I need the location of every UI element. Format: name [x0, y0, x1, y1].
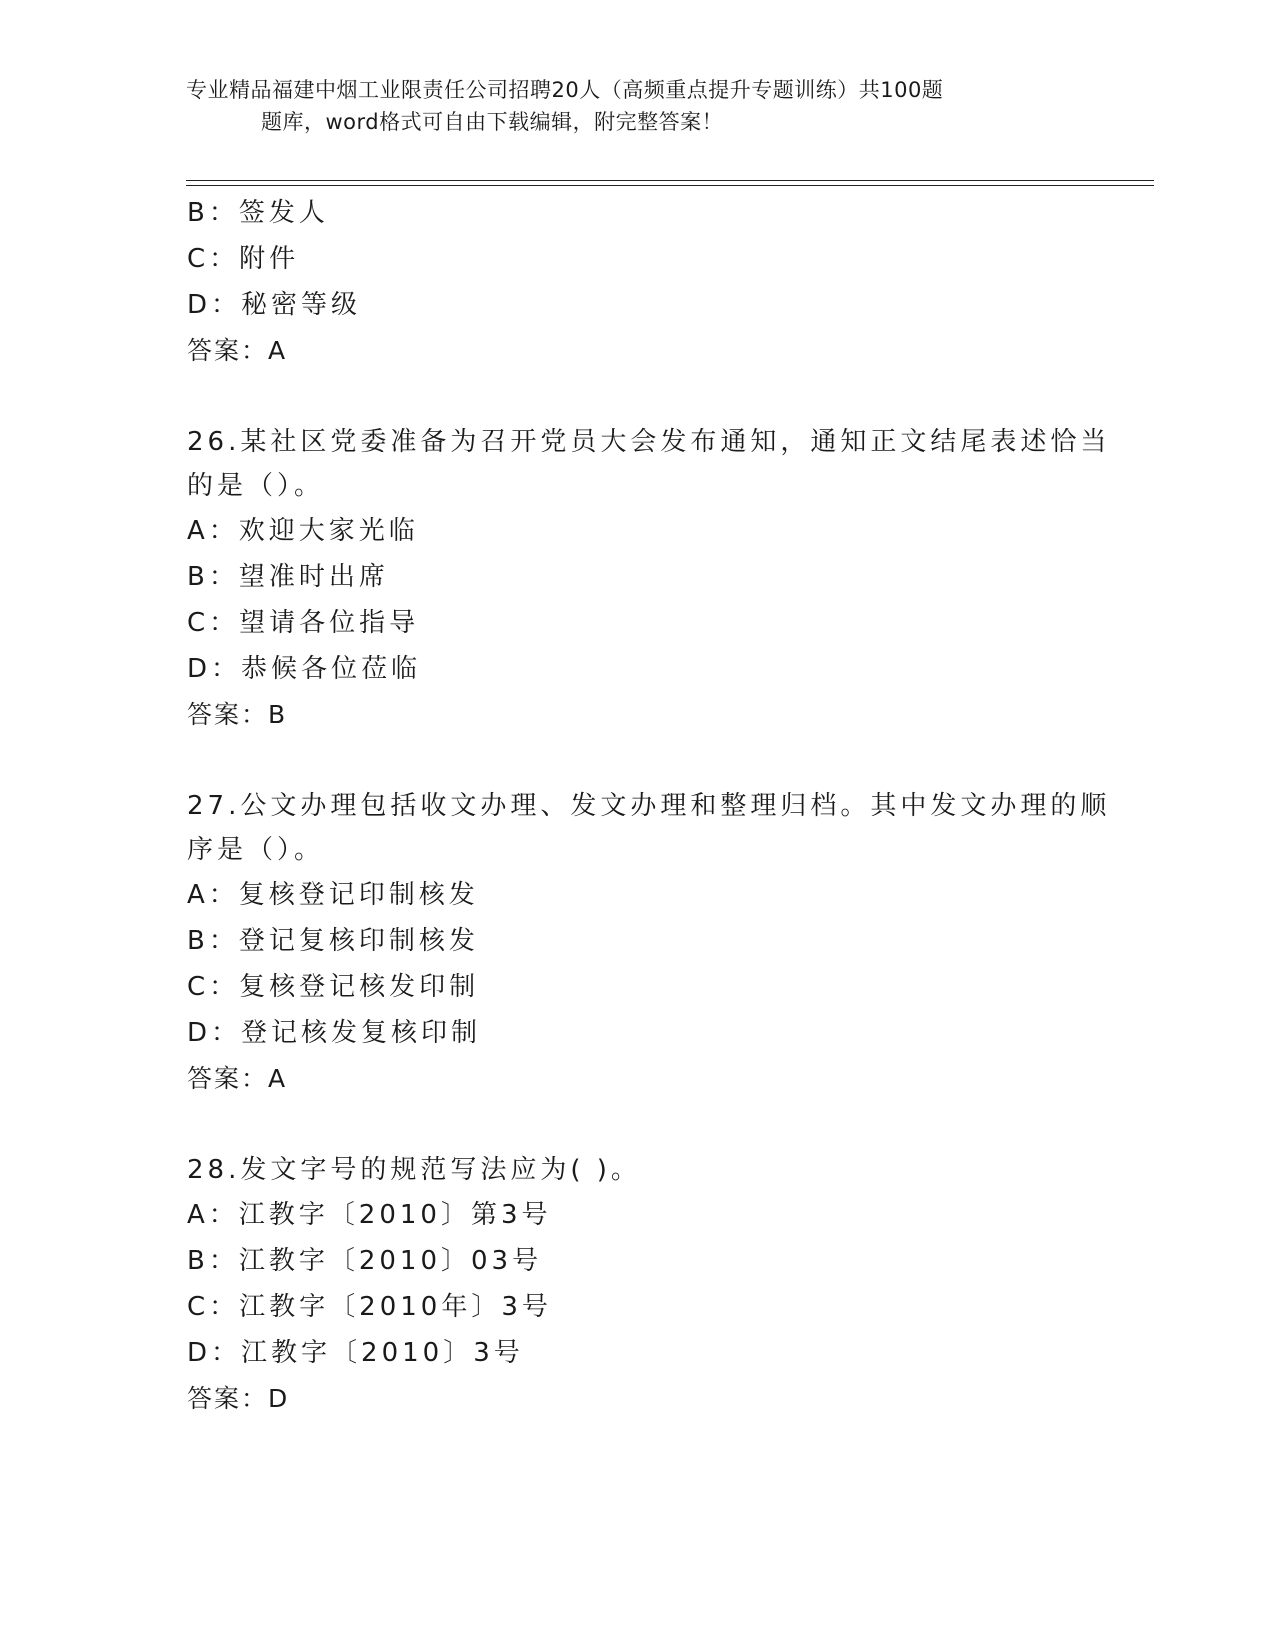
question-28: [187, 1148, 1087, 1422]
header-rule-bottom: [186, 185, 1154, 186]
option-b: B：签发人: [187, 198, 329, 228]
question-27: [187, 784, 1111, 1102]
answer-line: 答案：B: [187, 700, 288, 729]
document-header: [186, 74, 1066, 138]
answer-line: 答案：A: [187, 1064, 288, 1093]
option-b: B：登记复核印制核发: [187, 926, 479, 956]
option-a: A：江教字〔2010〕第3号: [187, 1200, 552, 1230]
question-stem: 的是（）。: [187, 471, 325, 501]
question-stem: 26.某社区党委准备为召开党员大会发布通知，通知正文结尾表述恰当: [187, 427, 1111, 457]
option-c: C：江教字〔2010年〕3号: [187, 1292, 552, 1322]
option-c: C：附件: [187, 244, 300, 274]
answer-line: 答案：A: [187, 336, 288, 365]
question-stem: 27.公文办理包括收文办理、发文办理和整理归档。其中发文办理的顺: [187, 791, 1111, 821]
header-line-1: 专业精品福建中烟工业限责任公司招聘20人（高频重点提升专题训练）共100题: [186, 78, 944, 102]
option-d: D：恭候各位莅临: [187, 654, 422, 684]
option-c: C：复核登记核发印制: [187, 972, 480, 1002]
question-fragment: [187, 190, 1087, 374]
option-b: B：江教字〔2010〕03号: [187, 1246, 543, 1276]
option-d: D：江教字〔2010〕3号: [187, 1338, 524, 1368]
answer-line: 答案：D: [187, 1384, 290, 1413]
option-b: B：望准时出席: [187, 562, 389, 592]
document-body: [187, 190, 1111, 1422]
option-d: D：登记核发复核印制: [187, 1018, 482, 1048]
header-rule-top: [186, 180, 1154, 181]
option-a: A：复核登记印制核发: [187, 880, 479, 910]
question-stem: 28.发文字号的规范写法应为( )。: [187, 1155, 641, 1185]
question-26: [187, 420, 1111, 738]
header-line-2: 题库，word格式可自由下载编辑，附完整答案！: [261, 110, 724, 134]
option-d: D：秘密等级: [187, 290, 362, 320]
option-a: A：欢迎大家光临: [187, 516, 419, 546]
option-c: C：望请各位指导: [187, 608, 420, 638]
question-stem: 序是（）。: [187, 835, 325, 865]
